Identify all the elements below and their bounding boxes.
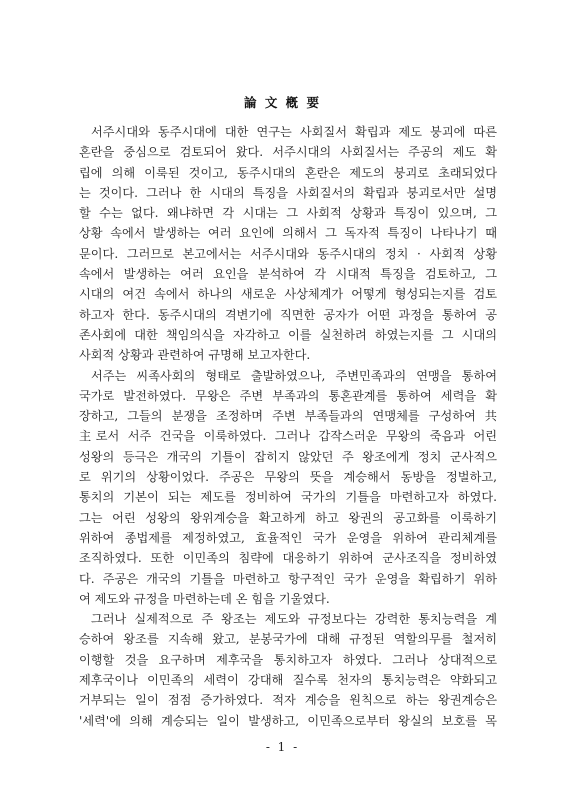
paragraph-3-line-2: 승하여 왕조를 지속해 왔고, 분봉국가에 대해 규정된 역할의무를 철저히 [79, 632, 497, 647]
paragraph-2-line-6: 로 위기의 상황이었다. 주공은 무왕의 뜻을 계승해서 동방을 정벌하고, [79, 470, 497, 485]
paragraph-1-line-9: 시대의 여건 속에서 하나의 새로운 사상체계가 어떻게 형성되는지를 검토 [79, 287, 497, 302]
paragraph-1-line-11: 존사회에 대한 책임의식을 자각하고 이를 실천하려 하였는지를 그 시대의 [79, 327, 497, 342]
paragraph-2-line-8: 그는 어린 성왕의 왕위계승을 확고하게 하고 왕권의 공고화를 이룩하기 [79, 510, 497, 525]
paragraph-1-line-3: 립에 의해 이룩된 것이고, 동주시대의 혼란은 제도의 붕괴로 초래되었다 [79, 165, 497, 180]
paragraph-2-line-5: 성왕의 등극은 개국의 기틀이 잡히지 않았던 주 왕조에게 정치 군사적으 [79, 449, 497, 464]
paragraph-3-line-5: 거부되는 일이 점점 증가하였다. 적자 계승을 원칙으로 하는 왕권계승은 [79, 693, 497, 708]
paragraph-1-line-12: 사회적 상황과 관련하여 규명해 보고자한다. [79, 348, 311, 363]
paragraph-1-line-8: 속에서 발생하는 여러 요인을 분석하여 각 시대적 특징을 검토하고, 그 [79, 267, 497, 282]
paragraph-2-line-9: 위하여 종법제를 제정하였고, 효율적인 국가 운영을 위하여 관리체계를 [79, 530, 497, 545]
paragraph-1-line-6: 상황 속에서 발생하는 여러 요인에 의해서 그 독자적 특징이 나타나기 때 [79, 226, 497, 241]
paragraph-2-line-3: 장하고, 그들의 분쟁을 조정하며 주변 부족들과의 연맹체를 구성하여 共 [79, 409, 497, 424]
paragraph-3-line-4: 제후국이나 이민족의 세력이 강대해 질수록 천자의 통치능력은 약화되고 [79, 673, 497, 688]
paragraph-1-line-1: 서주시대와 동주시대에 대한 연구는 사회질서 확립과 제도 붕괴에 따른 [91, 125, 497, 139]
paragraph-2-line-10: 조직하였다. 또한 이민족의 침략에 대응하기 위하여 군사조직을 정비하였 [79, 551, 497, 566]
paragraph-2-line-7: 통치의 기본이 되는 제도를 정비하여 국가의 기틀을 마련하고자 하였다. [79, 490, 497, 505]
page-number: - 1 - [265, 740, 300, 754]
paragraph-2-line-11: 다. 주공은 개국의 기틀을 마련하고 항구적인 국가 운영을 확립하기 위하 [79, 571, 497, 586]
document-body [79, 122, 497, 731]
paragraph-1-line-10: 하고자 한다. 동주시대의 격변기에 직면한 공자가 어떤 과정을 통하여 공 [79, 307, 497, 322]
paragraph-1-line-2: 혼란을 중심으로 검토되어 왔다. 서주시대의 사회질서는 주공의 제도 확 [79, 145, 497, 160]
paragraph-2-line-1: 서주는 씨족사회의 형태로 출발하였으나, 주변민족과의 연맹을 통하여 [91, 368, 497, 383]
paragraph-3-line-3: 이행할 것을 요구하며 제후국을 통치하고자 하였다. 그러나 상대적으로 [79, 652, 497, 667]
paragraph-2-line-4: 主로서 서주 건국을 이룩하였다. 그러나 갑작스러운 무왕의 죽음과 어린 [79, 429, 497, 444]
paragraph-1-line-4: 는 것이다. 그러나 한 시대의 특징을 사회질서의 확립과 붕괴로서만 설명 [79, 185, 497, 200]
paragraph-2-line-12: 여 제도와 규정을 마련하는데 온 힘을 기울였다. [79, 591, 330, 606]
paragraph-2-line-2: 국가로 발전하였다. 무왕은 주변 부족과의 통혼관계를 통하여 세력을 확 [79, 388, 497, 403]
paragraph-3-line-1: 그러나 실제적으로 주 왕조는 제도와 규정보다는 강력한 통치능력을 계 [91, 612, 497, 627]
document-title: 論 文 槪 要 [243, 95, 322, 110]
paragraph-3-line-6: '세력'에 의해 계승되는 일이 발생하고, 이민족으로부터 왕실의 보호를 목 [79, 713, 497, 728]
paragraph-1-line-7: 문이다. 그러므로 본고에서는 서주시대와 동주시대의 정치 · 사회적 상황 [79, 246, 497, 261]
paragraph-1-line-5: 할 수는 없다. 왜냐하면 각 시대는 그 사회적 상황과 특징이 있으며, 그 [79, 206, 497, 221]
